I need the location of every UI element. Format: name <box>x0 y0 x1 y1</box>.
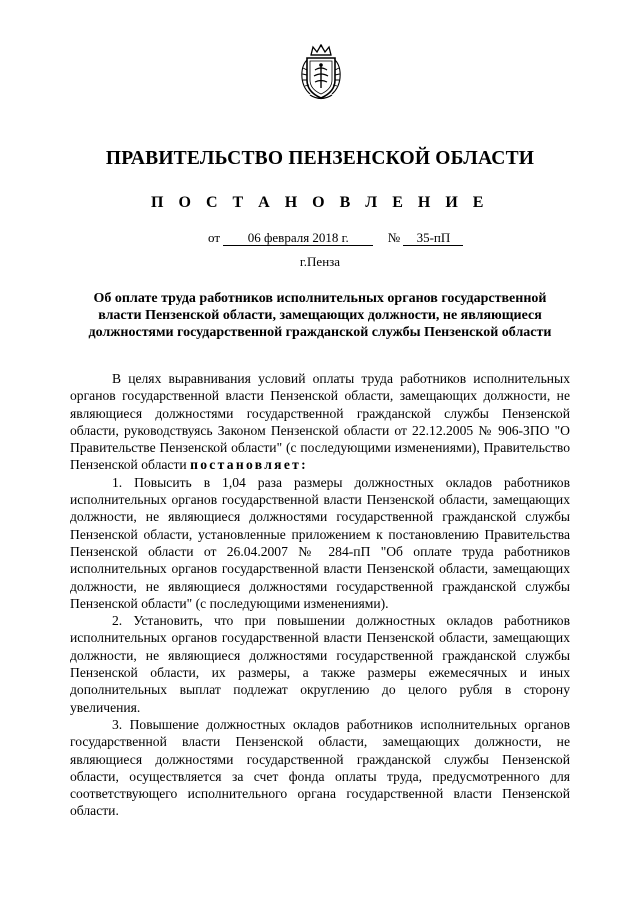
document-date: 06 февраля 2018 г. <box>223 231 373 246</box>
decree-word: постановляет: <box>190 457 308 473</box>
preamble-paragraph <box>70 370 570 474</box>
item-2-paragraph: 2. Установить, что при повышении должностных окладов работников исполнительных органов государственной власти Пензенской области, замещающих должности, не являющиеся должностями государственной гражданской службы Пензенской области, их размеры, а также размеры ежемесячных и иных дополнительных выплат подлежат округлению до целого рубля в сторону увеличения. <box>70 613 570 715</box>
document-number: 35-пП <box>403 231 463 246</box>
date-number-line <box>208 230 463 246</box>
item-3-paragraph: 3. Повышение должностных окладов работников исполнительных органов государственной власти Пензенской области, замещающих должности, не являющиеся должностями государственной гражданской службы Пензенской области, осуществляется за счет фонда оплаты труда, предусмотренного для соответствующего исполнительного органа государственной власти Пензенской области. <box>70 716 570 819</box>
date-prefix: от <box>208 230 221 245</box>
document-type: П О С Т А Н О В Л Е Н И Е <box>151 194 489 211</box>
document-body <box>70 370 570 820</box>
number-prefix: № <box>387 230 401 245</box>
preamble-text: В целях выравнивания условий оплаты труда работников исполнительных органов государственной власти Пензенской области, замещающих должности, не являющиеся должностями государственной гражданской службы Пензенской области, руководствуясь Законом Пензенской области от 22.12.2005 № 906-ЗПО "О Правительстве Пензенской области" (с последующими изменениями), Правительство Пензенской области <box>70 371 570 473</box>
city-label: г.Пенза <box>299 254 341 269</box>
penza-coat-of-arms-icon <box>298 44 344 102</box>
document-subject: Об оплате труда работников исполнительных органов государственной власти Пензенской области, замещающих должности, не являющиеся должностями государственной гражданской службы Пензенской области <box>88 291 552 340</box>
organization-title: ПРАВИТЕЛЬСТВО ПЕНЗЕНСКОЙ ОБЛАСТИ <box>105 148 535 169</box>
item-1-paragraph: 1. Повысить в 1,04 раза размеры должностных окладов работников исполнительных органов государственной власти Пензенской области, замещающих должности, не являющиеся должностями государственной гражданской службы Пензенской области, установленные приложением к постановлению Правительства Пензенской области от 26.04.2007 № 284-пП "Об оплате труда работников исполнительных органов государственной власти Пензенской области, замещающих должности, не являющиеся должностями государственной гражданской службы Пензенской области" (с последующими изменениями). <box>70 474 570 611</box>
